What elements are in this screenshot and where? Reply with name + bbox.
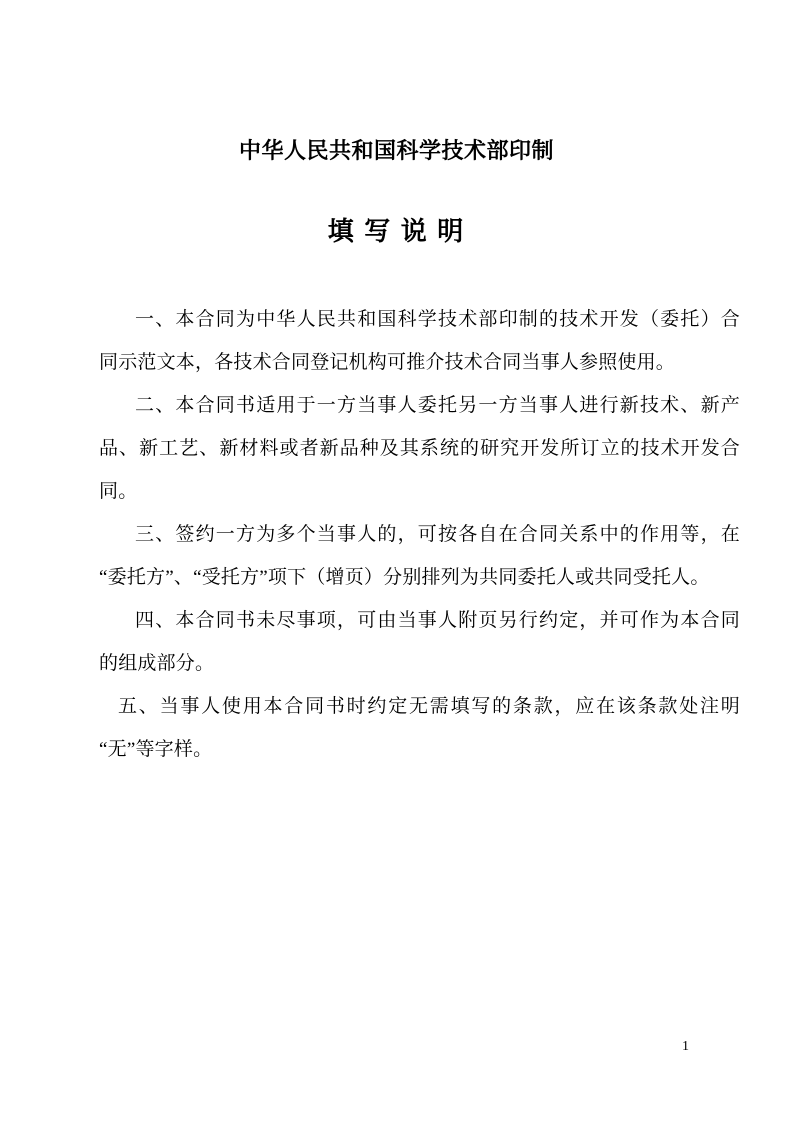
body-line: 品、新工艺、新材料或者新品种及其系统的研究开发所订立的技术开发合 bbox=[99, 438, 740, 459]
body-line: 同示范文本，各技术合同登记机构可推介技术合同当事人参照使用。 bbox=[99, 352, 676, 373]
body-line: 五、当事人使用本合同书时约定无需填写的条款，应在该条款处注明 bbox=[118, 696, 740, 717]
body-line: 同。 bbox=[99, 481, 138, 502]
instruction-paragraph-4 bbox=[99, 599, 740, 685]
body-line: “无”等字样。 bbox=[99, 739, 213, 760]
instruction-paragraph-5 bbox=[99, 685, 740, 771]
page-number: 1 bbox=[682, 1039, 689, 1054]
body-line: 三、签约一方为多个当事人的，可按各自在合同关系中的作用等，在 bbox=[135, 524, 740, 545]
page-title: 填 写 说 明 bbox=[327, 217, 466, 246]
body-line: 的组成部分。 bbox=[99, 653, 215, 674]
body-line: 二、本合同书适用于一方当事人委托另一方当事人进行新技术、新产 bbox=[135, 395, 740, 416]
instruction-paragraph-3 bbox=[99, 513, 740, 599]
body-line: “委托方”、“受托方”项下（增页）分别排列为共同委托人或共同受托人。 bbox=[99, 567, 710, 588]
publisher-line: 中华人民共和国科学技术部印制 bbox=[238, 138, 554, 163]
instruction-paragraph-2 bbox=[99, 384, 740, 513]
instructions-body bbox=[99, 298, 740, 771]
instruction-paragraph-1 bbox=[99, 298, 740, 384]
body-line: 四、本合同书未尽事项，可由当事人附页另行约定，并可作为本合同 bbox=[135, 610, 740, 631]
body-line: 一、本合同为中华人民共和国科学技术部印制的技术开发（委托）合 bbox=[135, 309, 740, 330]
